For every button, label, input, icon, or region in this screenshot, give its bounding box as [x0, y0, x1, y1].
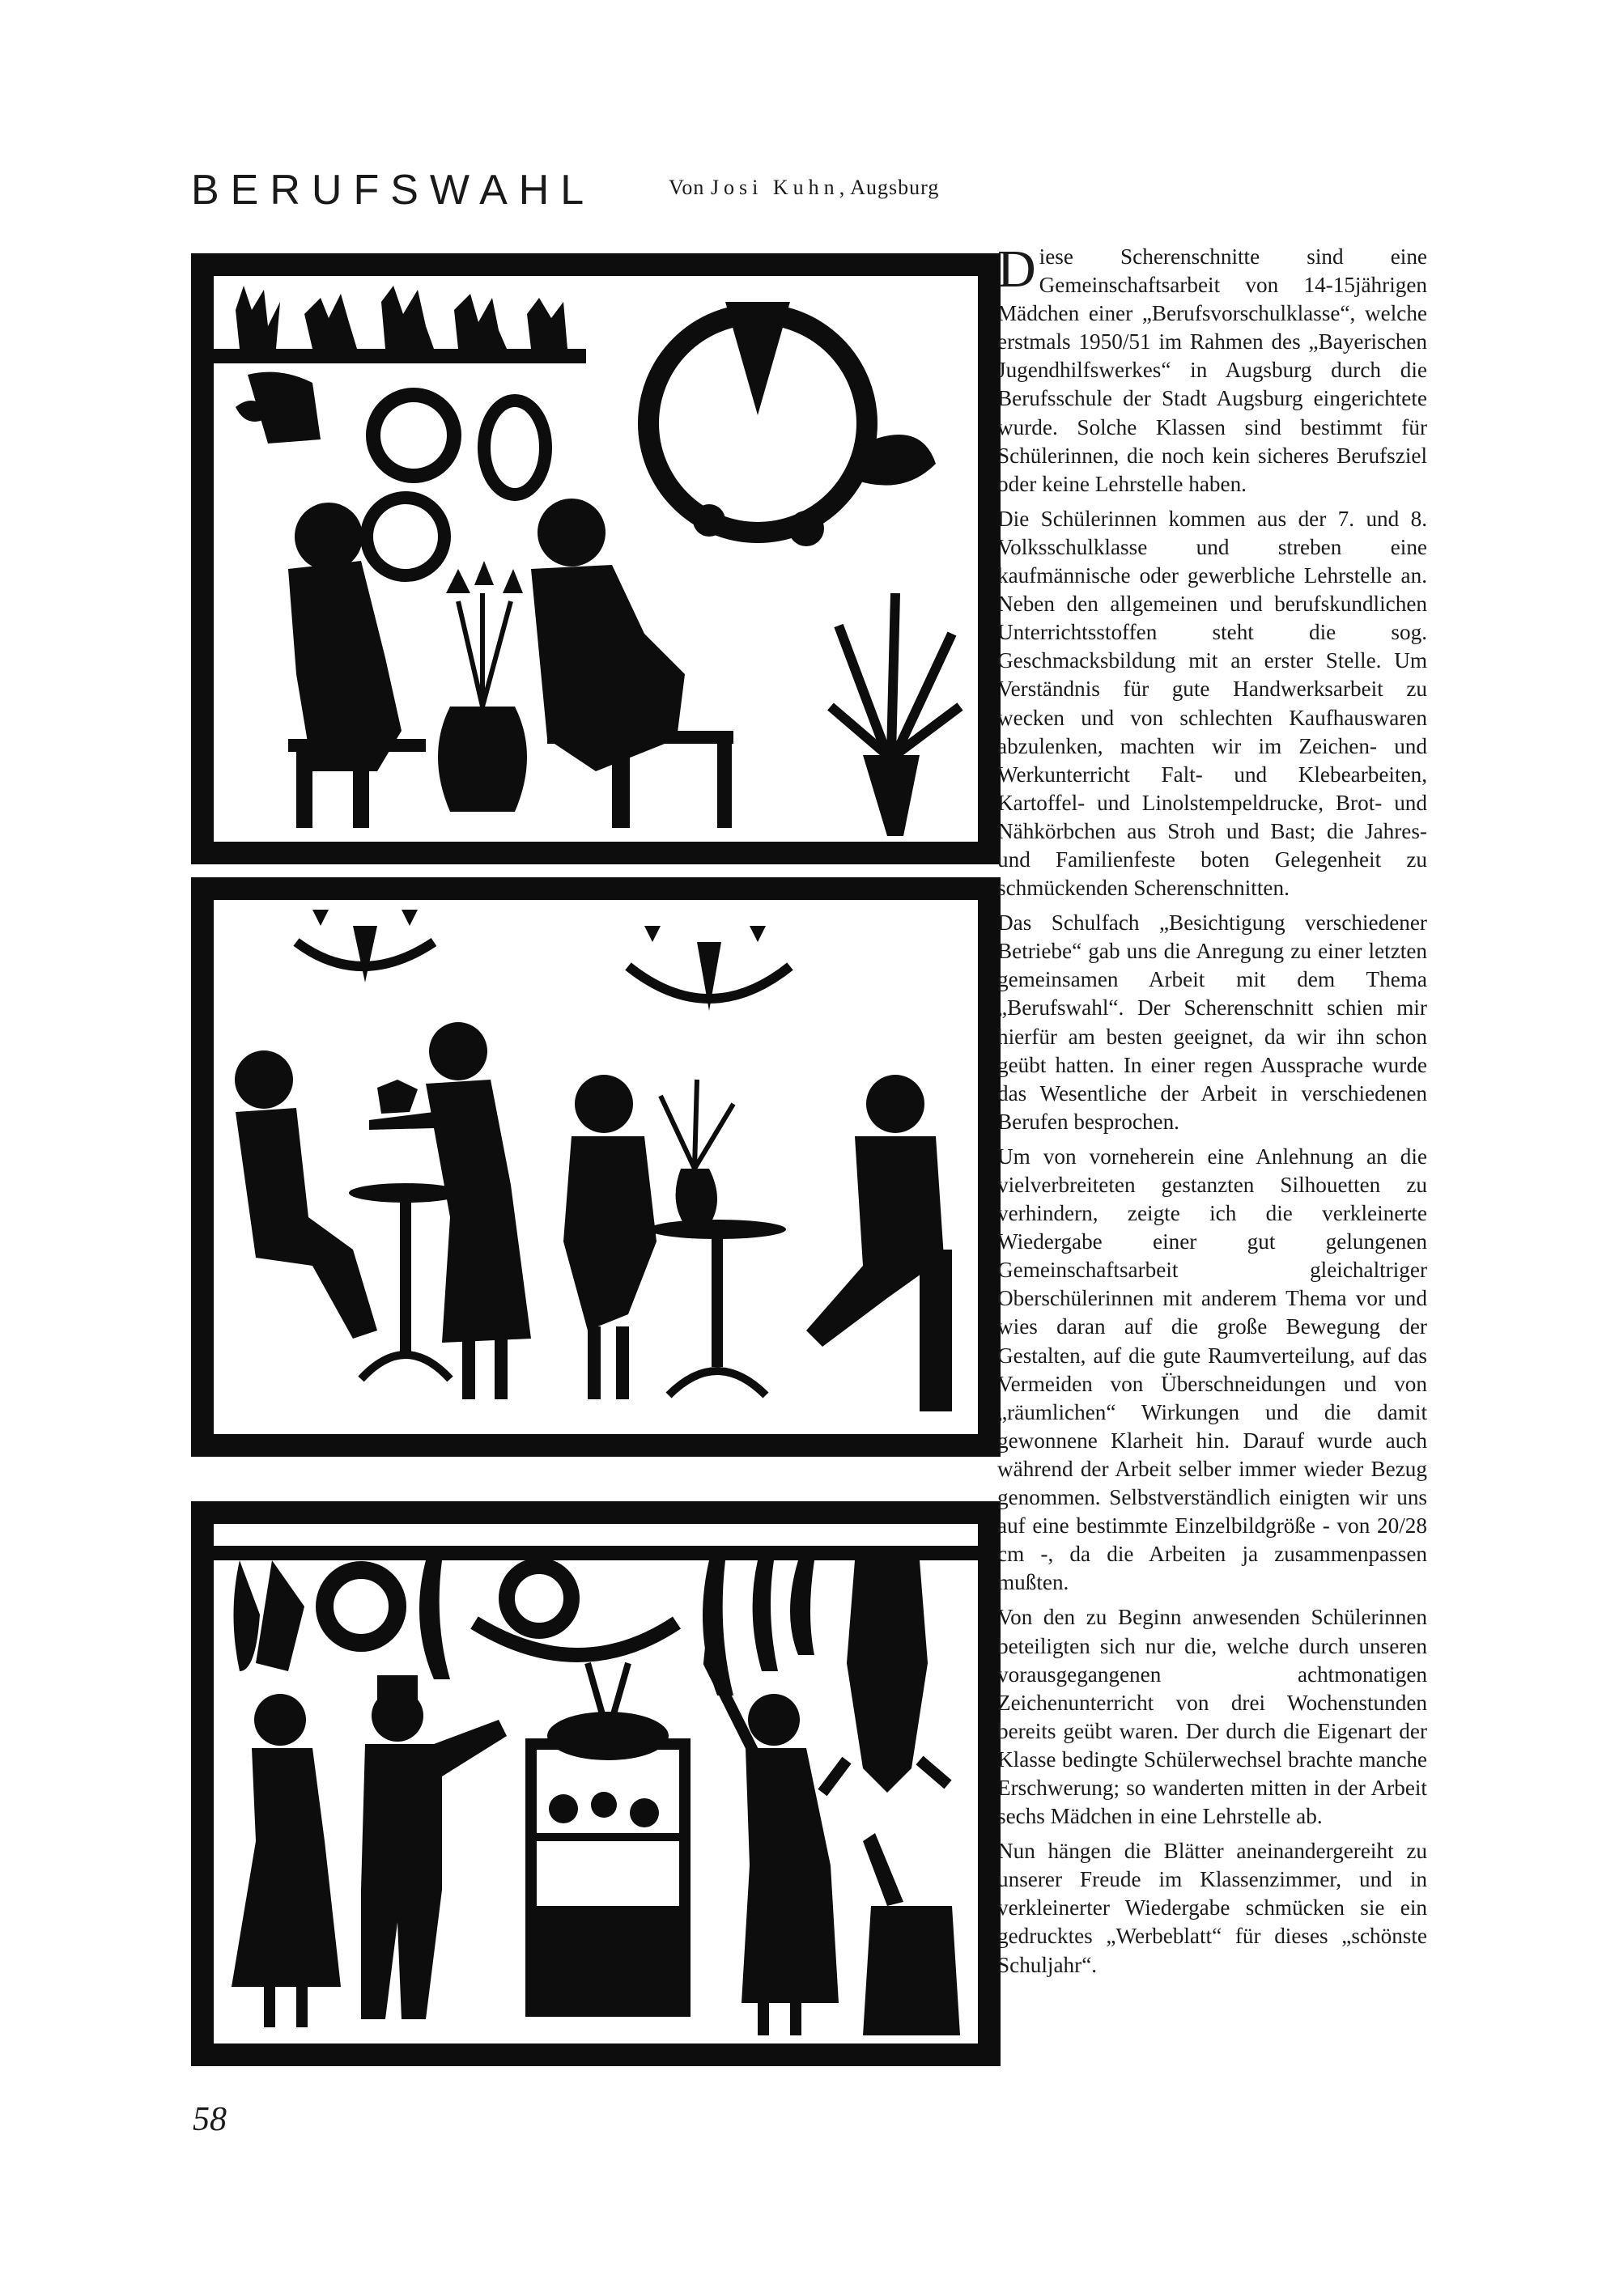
paragraph-2: Die Schülerinnen kommen aus der 7. und 8. Volksschulklasse und streben eine kaufmännische oder gewerbliche Lehrstelle an. Neben den allgemeinen und berufskundlichen Unterrichtsstoffen steht die sog. Geschmacksbildung mit an erster Stelle. Um Verständnis für gute Handwerksarbeit zu wecken und von schlechten Kaufhauswaren abzulenken, machten wir im Zeichen- und Werkunterricht Falt- und Klebearbeiten, Kartoffel- und Linolstempeldrucke, Brot- und Nähkörbchen aus Stroh und Bast; die Jahres- und Familienfeste boten Gelegenheit zu schmückenden Scherenschnitten.: [997, 506, 1427, 901]
paragraph-6: Nun hängen die Blätter aneinandergereiht zu unserer Freude im Klassenzimmer, und in verkleinerter Wiedergabe schmücken sie ein gedrucktes „Werbeblatt“ für dieses „schönste Schuljahr“.: [997, 1839, 1427, 1977]
paragraph-4: Um von vorneherein eine Anlehnung an die vielverbreiteten gestanzten Silhouetten zu verhindern, zeigte ich die verkleinerte Wiedergabe einer gut gelungenen Gemeinschaftsarbeit gleichaltriger Oberschülerinnen mit anderem Thema vor und wies daran auf die große Bewegung der Gestalten, auf die gute Raumverteilung, auf das Vermeiden von Überschneidungen und von „räumlichen“ Wirkungen und die damit gewonnene Klarheit hin. Darauf wurde auch während der Arbeit selber immer wieder Bezug genommen. Selbstverständlich einigten wir uns auf eine bestimmte Einzelbildgröße - von 20/28 cm -, da die Arbeiten ja zusammenpassen mußten.: [997, 1144, 1427, 1595]
paragraph-5: Von den zu Beginn anwesenden Schülerinnen beteiligten sich nur die, welche durch unseren vorausgegangenen achtmonatigen Zeichenunterricht von drei Wochenstunden bereits geübt waren. Der durch die Eigenart der Klasse bedingte Schülerwechsel brachte manche Erschwerung; so wanderten mitten in der Arbeit sechs Mädchen in eine Lehrstelle ab.: [997, 1605, 1427, 1829]
illustration-cafe: [191, 877, 1001, 1457]
page-number: 58: [193, 2101, 227, 2138]
paragraph-3: Das Schulfach „Besichtigung verschiedener Betriebe“ gab uns die Anregung zu einer letzten gemeinsamen Arbeit mit dem Thema „Berufswahl“. Der Scherenschnitt schien mir hierfür am besten geeignet, da wir ihn schon geübt hatten. In einer regen Aussprache wurde das Wesentliche der Arbeit in verschiedenen Berufen besprochen.: [997, 910, 1427, 1134]
article-title: BERUFSWAHL: [191, 167, 596, 214]
byline-prefix: Von: [669, 176, 705, 199]
article-body: [997, 240, 1427, 1986]
butcher-silhouette: [191, 1501, 1001, 2066]
cafe-silhouette: [191, 877, 1001, 1457]
illustration-butcher: [191, 1501, 1001, 2066]
florist-silhouette: [191, 253, 1001, 864]
paragraph-1: [997, 240, 1427, 499]
byline: [669, 176, 939, 200]
paragraph-1-text: iese Scherenschnitte sind eine Gemeinschaftsarbeit von 14-15jährigen Mädchen einer „Berufsvorschulklasse“, welche erstmals 1950/51 im Rahmen des „Bayerischen Jugendhilfswerkes“ in Augsburg durch die Berufsschule der Stadt Augsburg eingerichtete wurde. Solche Klassen sind bestimmt für Schülerinnen, die noch kein sicheres Berufsziel oder keine Lehrstelle haben.: [997, 244, 1427, 496]
author-name: Josi Kuhn: [710, 176, 839, 199]
drop-cap: D: [997, 240, 1036, 299]
author-location: , Augsburg: [839, 176, 940, 199]
illustration-florist: [191, 253, 1001, 864]
